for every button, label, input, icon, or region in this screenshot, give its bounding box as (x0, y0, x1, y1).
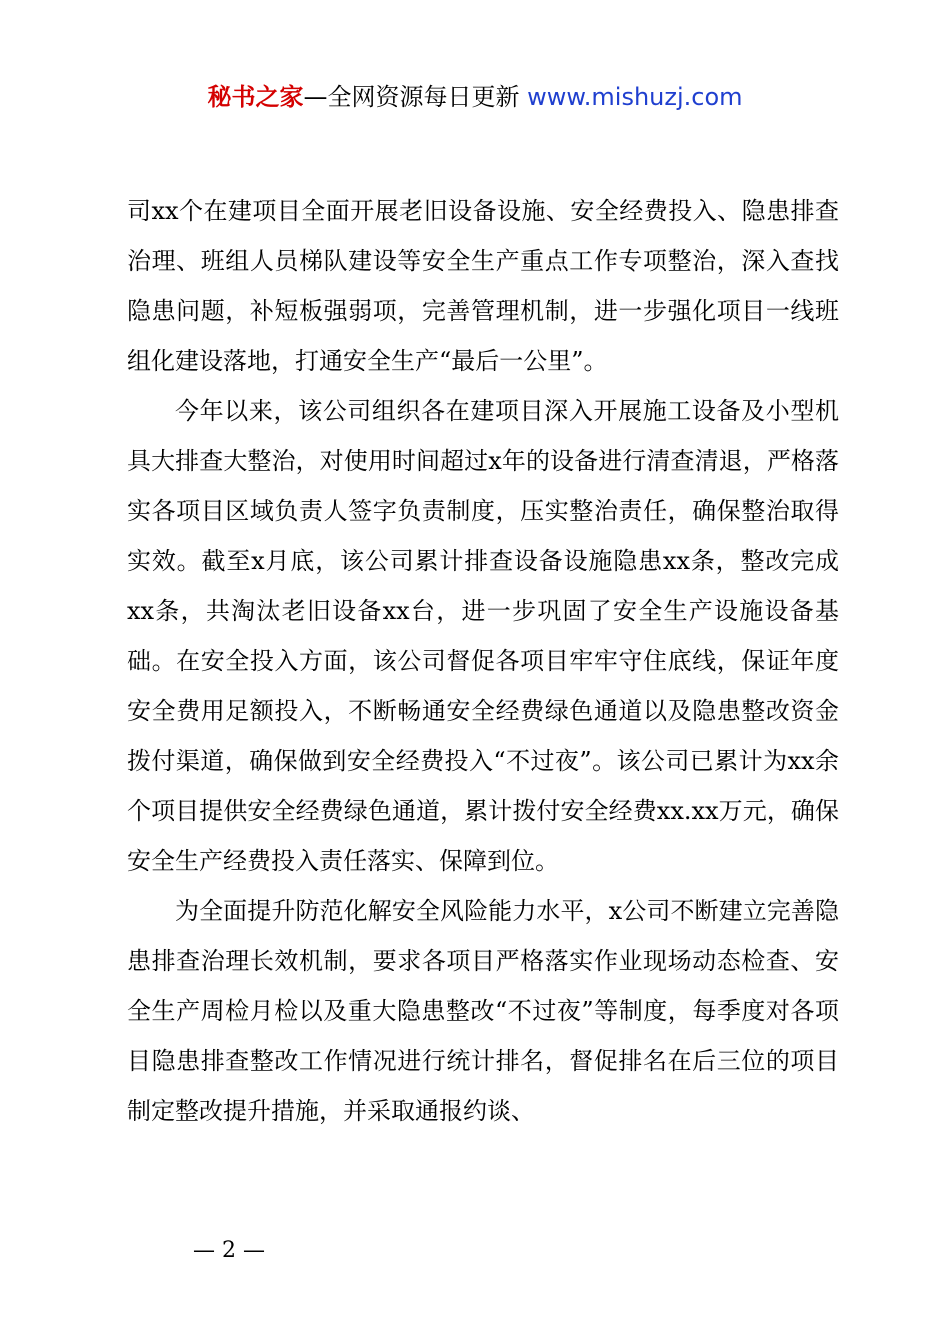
header-slogan: —全网资源每日更新 (303, 83, 520, 111)
page-number: — 2 — (193, 1238, 265, 1263)
paragraph-continued: 司xx个在建项目全面开展老旧设备设施、安全经费投入、隐患排查治理、班组人员梯队建设等安全生产重点工作专项整治，深入查找隐患问题，补短板强弱项，完善管理机制，进一步强化项目一线班组化建设落地，打通安全生产“最后一公里”。 (127, 197, 839, 375)
page-header (0, 80, 950, 114)
document-body (127, 186, 839, 1136)
paragraph-equipment-and-funding: 今年以来，该公司组织各在建项目深入开展施工设备及小型机具大排查大整治，对使用时间超过x年的设备进行清查清退，严格落实各项目区域负责人签字负责制度，压实整治责任，确保整治取得实效。截至x月底，该公司累计排查设备设施隐患xx条，整改完成xx条，共淘汰老旧设备xx台，进一步巩固了安全生产设施设备基础。在安全投入方面，该公司督促各项目牢牢守住底线，保证年度安全费用足额投入，不断畅通安全经费绿色通道以及隐患整改资金拨付渠道，确保做到安全经费投入“不过夜”。该公司已累计为xx余个项目提供安全经费绿色通道，累计拨付安全经费xx.xx万元，确保安全生产经费投入责任落实、保障到位。 (127, 397, 839, 875)
paragraph-risk-prevention: 为全面提升防范化解安全风险能力水平，x公司不断建立完善隐患排查治理长效机制，要求各项目严格落实作业现场动态检查、安全生产周检月检以及重大隐患整改“不过夜”等制度，每季度对各项目隐患排查整改工作情况进行统计排名，督促排名在后三位的项目制定整改提升措施，并采取通报约谈、 (127, 897, 839, 1125)
header-brand: 秘书之家 (207, 83, 304, 111)
header-url[interactable]: www.mishuzj.com (527, 83, 743, 111)
